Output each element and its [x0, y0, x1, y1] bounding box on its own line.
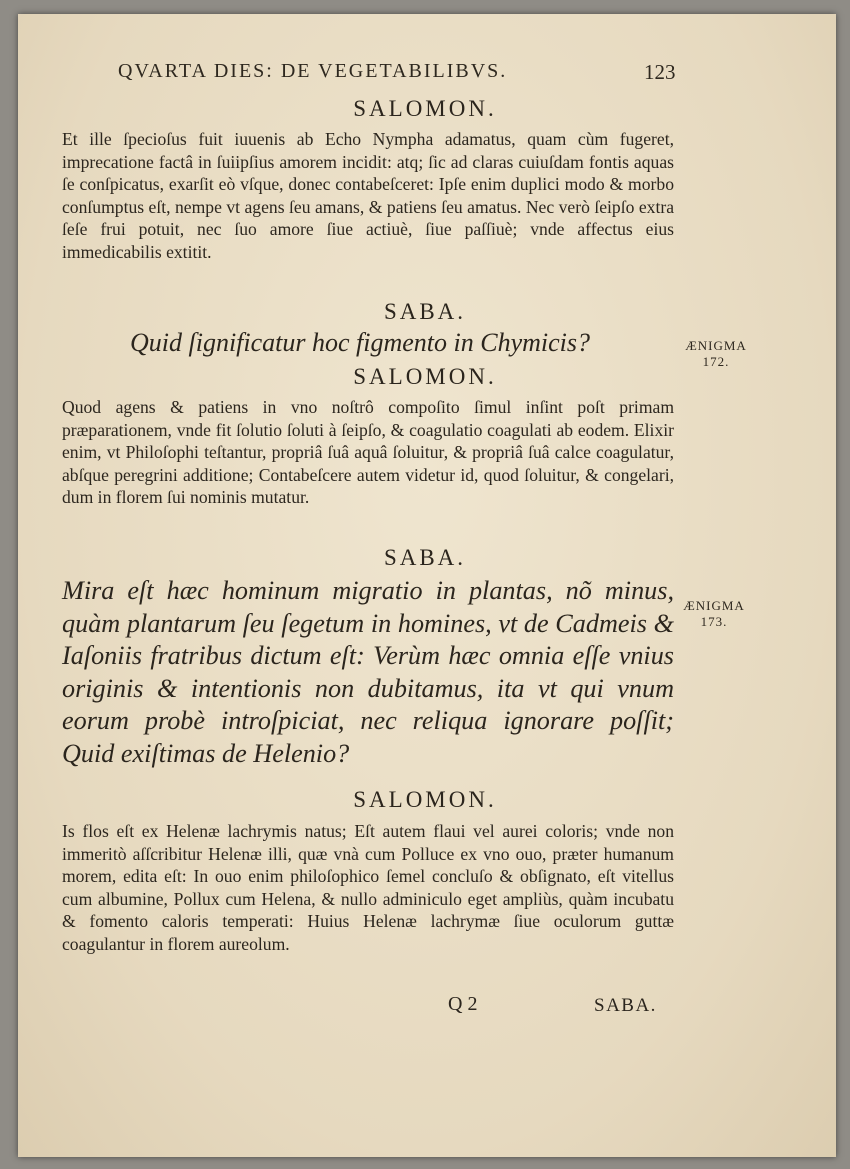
signature-mark: Q 2: [448, 993, 478, 1015]
speaker-saba-2: SABA.: [383, 545, 467, 570]
paragraph-narcissus: Et ille ſpecioſus fuit iuuenis ab Echo Nympha adamatus, quam cùm fugeret, imprecatione factâ in ſuiipſius amorem incidit: atq; ſic ad claras cuiuſdam fontis aquas ſe conſpicatus, exarſit eò vſque, donec contabeſceret: Ipſe enim duplici modo & morbo conſumptus eſt, nempe vt agens ſeu amans, & patiens ſeu amatus. Nec verò ſeipſo extra ſeſe frui potuit, nec ſuo amore ſiue actiuè, ſiue paſſiuè; vnde affectus eius immedicabilis extitit.: [62, 129, 674, 262]
margin-note-number: 173.: [700, 614, 728, 629]
running-title: QVARTA DIES: DE VEGETABILIBVS.: [118, 60, 508, 82]
page-number: 123: [644, 60, 676, 84]
speaker-salomon-3: SALOMON.: [353, 787, 497, 812]
margin-note-word: ÆNIGMA: [683, 598, 745, 613]
question-helenio: Mira eſt hæc hominum migratio in plantas, nõ minus, quàm plantarum ſeu ſegetum in homines, vt de Cadmeis & Iaſoniis fratribus dictum eſt: Verùm hæc omnia eſſe vnius originis & intentionis non dubitamus, ita vt qui vnum eorum probè introſpiciat, nec reliqua ignorare poſſit; Quid exiſtimas de Helenio?: [62, 576, 674, 768]
catchword: SABA.: [594, 995, 657, 1016]
paragraph-elixir: Quod agens & patiens in vno noſtrô compoſito ſimul inſint poſt primam præparationem, vnde fit ſolutio ſoluti à ſeipſo, & coagulatio coagulati ab eodem. Elixir enim, vt Philoſophi teſtantur, propriâ ſuâ aquâ ſoluitur, & propriâ ſuâ calce coagulatur, abſque peregrini additione; Contabeſcere autem videtur id, quod ſoluitur, & congelari, dum in florem ſui nominis mutatur.: [62, 397, 674, 508]
margin-note-word: ÆNIGMA: [685, 338, 747, 353]
speaker-salomon-1: SALOMON.: [353, 96, 497, 121]
paragraph-helena: Is flos eſt ex Helenæ lachrymis natus; Eſt autem flaui vel aurei coloris; vnde non immeritò aſſcribitur Helenæ illi, quæ vnà cum Polluce ex vno ouo, præter humanum morem, edita eſt: In ouo enim philoſophico ſemel concluſo & obſignato, eſt vitellus cum albumine, Pollux cum Helena, & nullo adminiculo eget ampliùs, quàm incubatu & fomento caloris temperati: Huius Helenæ lachrymæ ſiue oculorum guttæ coagulantur in florem aureolum.: [62, 821, 674, 954]
question-chymicis: Quid ſignificatur hoc figmento in Chymicis?: [130, 328, 591, 357]
speaker-salomon-2: SALOMON.: [353, 364, 497, 389]
speaker-saba-1: SABA.: [383, 299, 467, 324]
margin-note-number: 172.: [702, 354, 730, 369]
margin-note-aenigma-173: [674, 598, 754, 630]
